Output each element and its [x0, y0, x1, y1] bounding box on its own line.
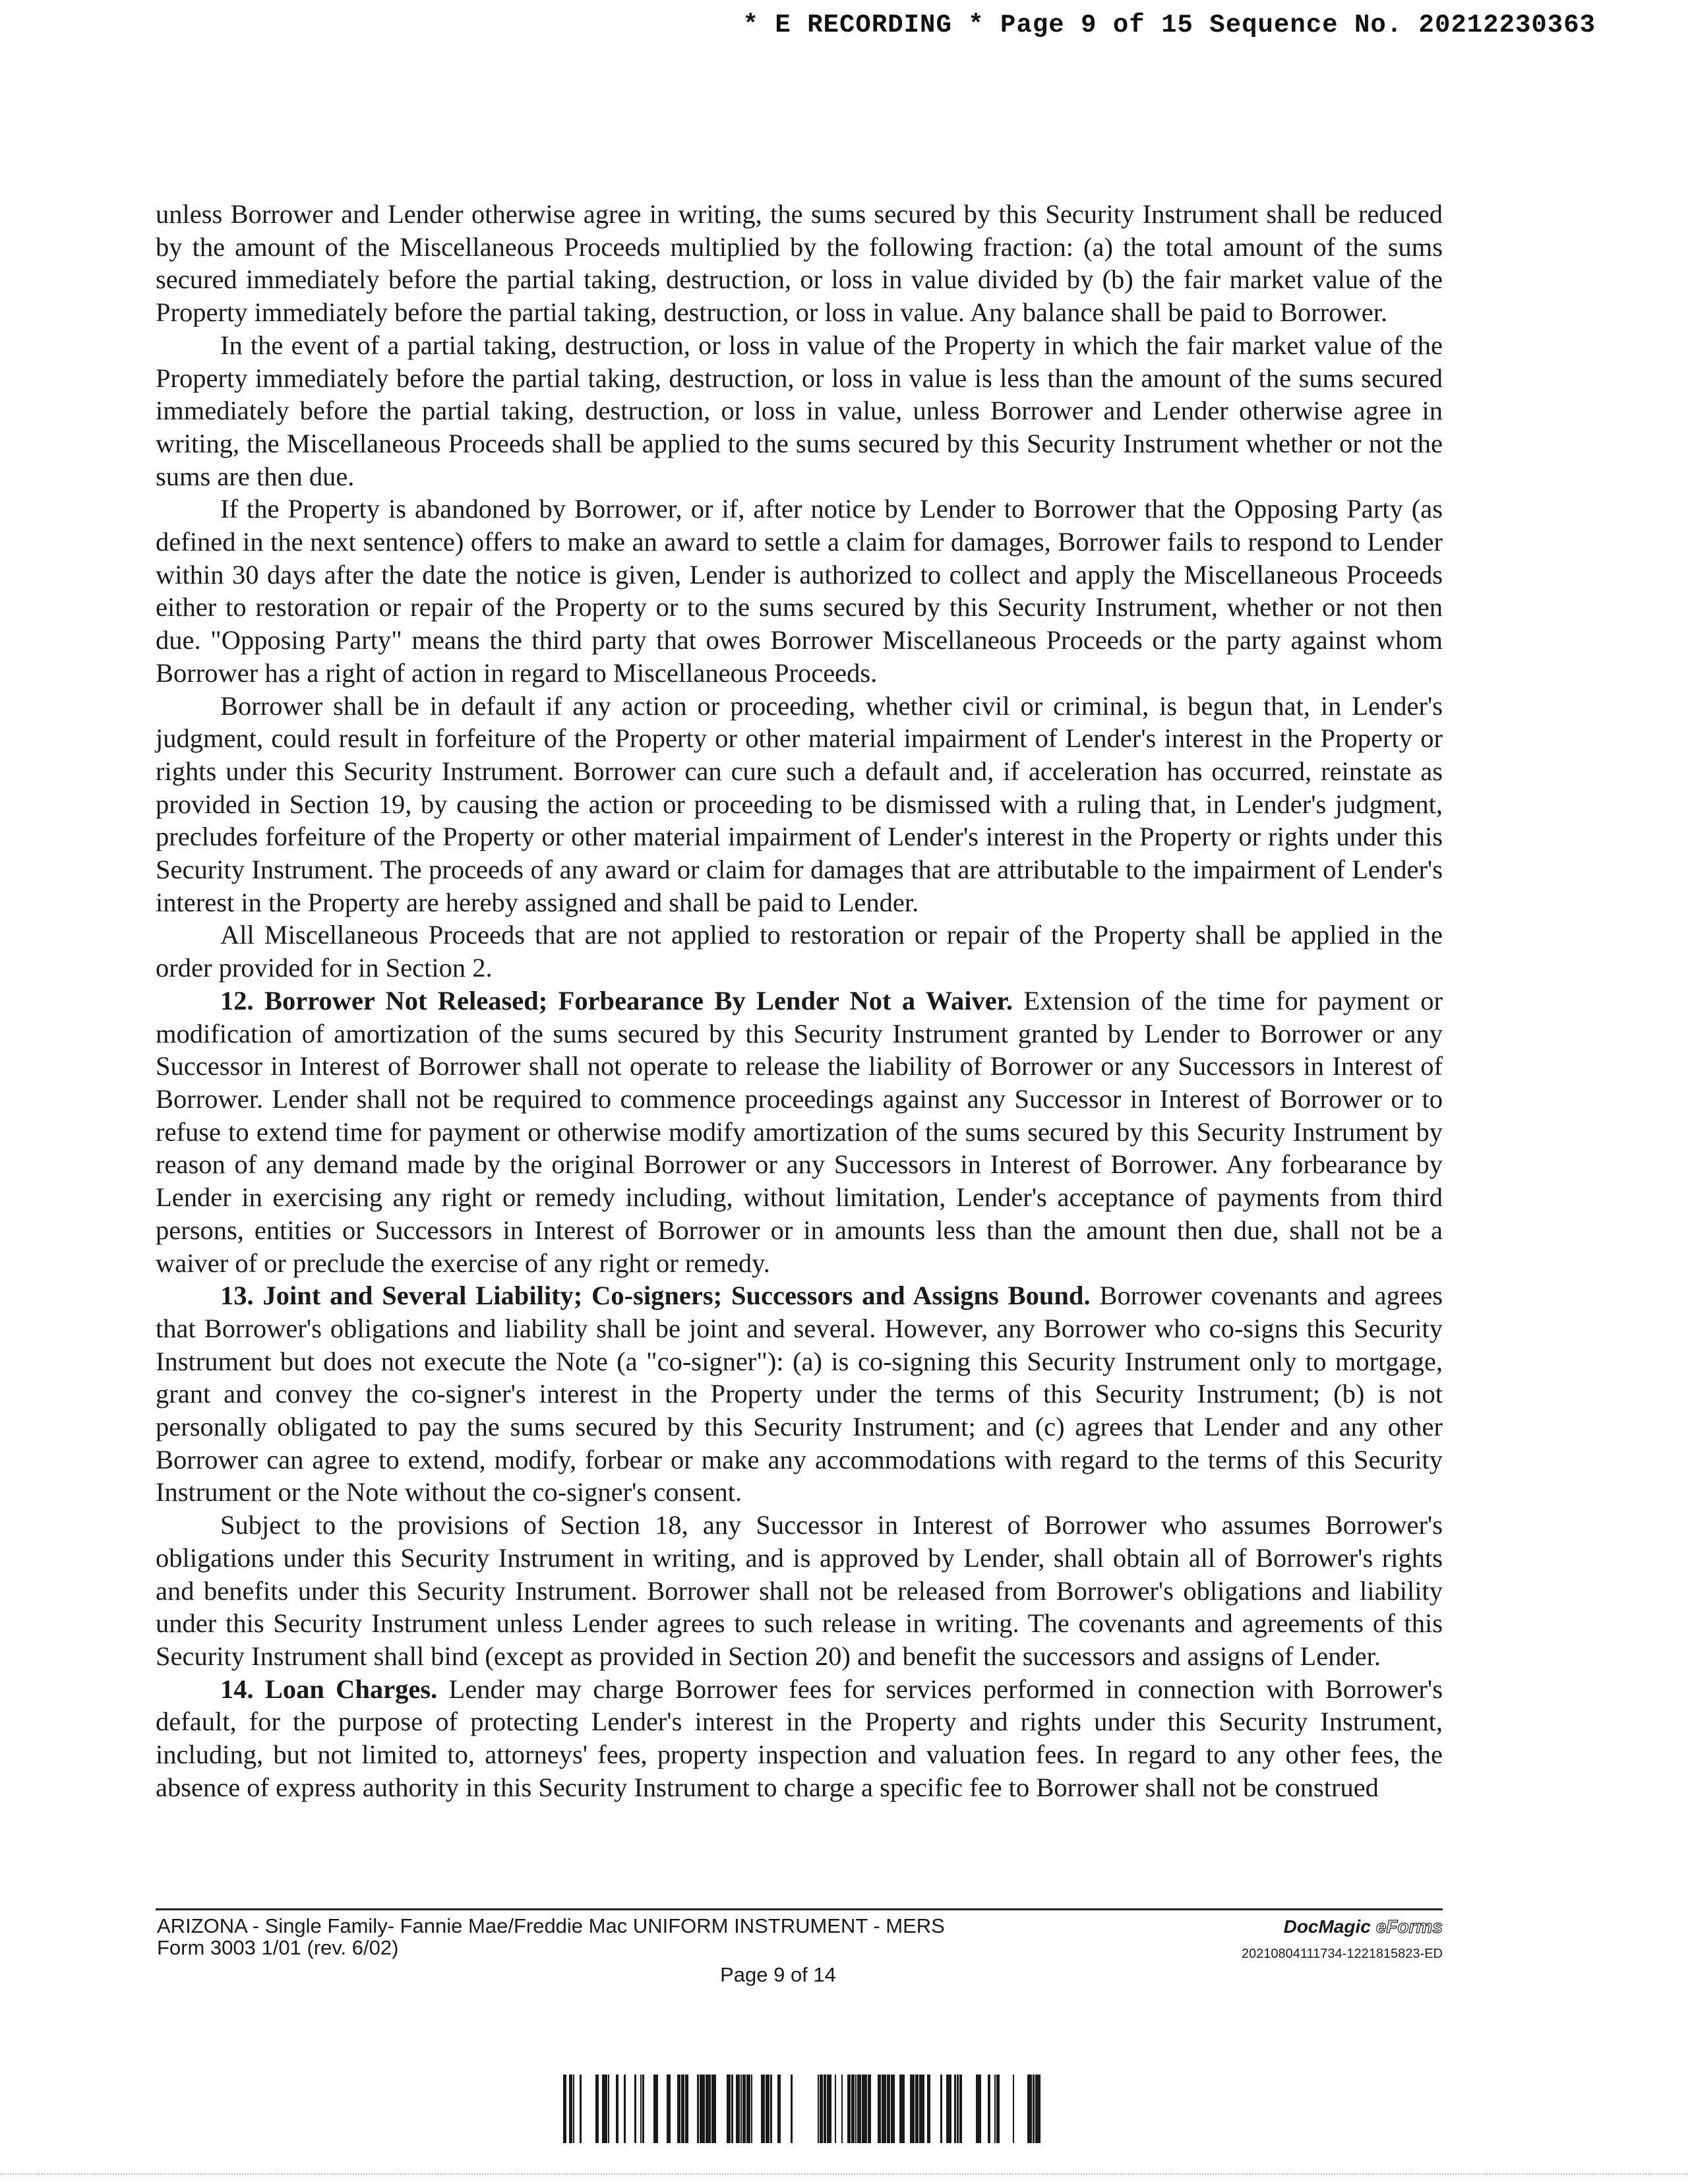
form-number: Form 3003 1/01 (rev. 6/02) [157, 1936, 399, 1959]
section-12-heading: 12. Borrower Not Released; Forbearance By Lender Not a Waiver. [220, 985, 1013, 1016]
form-title: ARIZONA - Single Family- Fannie Mae/Freddie Mac UNIFORM INSTRUMENT - MERS [157, 1914, 945, 1937]
paragraph-misc-proceeds: All Miscellaneous Proceeds that are not applied to restoration or repair of the Property shall be applied in the order provided for in Section 2. [156, 920, 1443, 983]
paragraph-continuation: unless Borrower and Lender otherwise agree in writing, the sums secured by this Security Instrument shall be reduced by the amount of the Miscellaneous Proceeds multiplied by the following fraction: (a) the total amount of the sums secured immediately before the partial taking, destruction, or loss in value divided by (b) the fair market value of the Property immediately before the partial taking, destruction, or loss in value. Any balance shall be paid to Borrower. [156, 199, 1443, 328]
scan-edge-divider [0, 2173, 1688, 2175]
footer-divider [156, 1908, 1443, 1910]
document-body [156, 198, 1443, 1804]
section-14-text: Lender may charge Borrower fees for services performed in connection with Borrower's default, for the purpose of protecting Lender's interest in the Property and rights under this Security Instrument, including, but not limited to, attorneys' fees, property inspection and valuation fees. In regard to any other fees, the absence of express authority in this Security Instrument to charge a specific fee to Borrower shall not be construed [156, 1674, 1443, 1802]
section-14 [156, 1673, 1443, 1804]
recording-header: * E RECORDING * Page 9 of 15 Sequence No. 20212230363 [742, 11, 1596, 40]
docmagic-logo [1284, 1916, 1443, 1937]
section-14-heading: 14. Loan Charges. [220, 1674, 438, 1704]
section-13-text: Borrower covenants and agrees that Borrower's obligations and liability shall be joint and several. However, any Borrower who co-signs this Security Instrument but does not execute the Note (a "co-signer"): (a) is co-signing this Security Instrument only to mortgage, grant and convey the co-signer's interest in the Property under the terms of this Security Instrument; (b) is not personally obligated to pay the sums secured by this Security Instrument; and (c) agrees that Lender and any other Borrower can agree to extend, modify, forbear or make any accommodations with regard to the terms of this Security Instrument or the Note without the co-signer's consent. [156, 1281, 1443, 1507]
barcode-icon [563, 2075, 1043, 2143]
section-13 [156, 1279, 1443, 1509]
paragraph-default: Borrower shall be in default if any action or proceeding, whether civil or criminal, is begun that, in Lender's judgment, could result in forfeiture of the Property or other material impairment of Lender's interest in the Property or rights under this Security Instrument. Borrower can cure such a default and, if acceleration has occurred, reinstate as provided in Section 19, by causing the action or proceeding to be dismissed with a ruling that, in Lender's judgment, precludes forfeiture of the Property or other material impairment of Lender's interest in the Property or rights under this Security Instrument. The proceeds of any award or claim for damages that are attributable to the impairment of Lender's interest in the Property are hereby assigned and shall be paid to Lender. [156, 690, 1443, 917]
paragraph-partial-taking: In the event of a partial taking, destruction, or loss in value of the Property in which the fair market value of the Property immediately before the partial taking, destruction, or loss in value is less than the amount of the sums secured immediately before the partial taking, destruction, or loss in value, unless Borrower and Lender otherwise agree in writing, the Miscellaneous Proceeds shall be applied to the sums secured by this Security Instrument whether or not the sums are then due. [156, 330, 1443, 491]
section-13-heading: 13. Joint and Several Liability; Co-signers; Successors and Assigns Bound. [220, 1281, 1091, 1311]
paragraph-successors: Subject to the provisions of Section 18, any Successor in Interest of Borrower who assumes Borrower's obligations under this Security Instrument in writing, and is approved by Lender, shall obtain all of Borrower's rights and benefits under this Security Instrument. Borrower shall not be released from Borrower's obligations and liability under this Security Instrument unless Lender agrees to such release in writing. The covenants and agreements of this Security Instrument shall bind (except as provided in Section 20) and benefit the successors and assigns of Lender. [156, 1510, 1443, 1671]
paragraph-abandoned-property: If the Property is abandoned by Borrower, or if, after notice by Lender to Borrower that the Opposing Party (as defined in the next sentence) offers to make an award to settle a claim for damages, Borrower fails to respond to Lender within 30 days after the date the notice is given, Lender is authorized to collect and apply the Miscellaneous Proceeds either to restoration or repair of the Property or to the sums secured by this Security Instrument, whether or not then due. "Opposing Party" means the third party that owes Borrower Miscellaneous Proceeds or the party against whom Borrower has a right of action in regard to Miscellaneous Proceeds. [156, 494, 1443, 688]
section-12 [156, 985, 1443, 1279]
footer-form-info [157, 1915, 945, 1958]
brand-suffix: eForms [1375, 1916, 1443, 1937]
document-code: 20210804111734-1221815823-ED [1241, 1947, 1443, 1961]
section-12-text: Extension of the time for payment or modification of amortization of the sums secured by this Security Instrument granted by Lender to Borrower or any Successor in Interest of Borrower shall not operate to release the liability of Borrower or any Successors in Interest of Borrower. Lender shall not be required to commence proceedings against any Successor in Interest of Borrower or to refuse to extend time for payment or otherwise modify amortization of the sums secured by this Security Instrument by reason of any demand made by the original Borrower or any Successors in Interest of Borrower. Any forbearance by Lender in exercising any right or remedy including, without limitation, Lender's acceptance of payments from third persons, entities or Successors in Interest of Borrower or in amounts less than the amount then due, shall not be a waiver of or preclude the exercise of any right or remedy. [156, 985, 1443, 1278]
page-number: Page 9 of 14 [720, 1963, 836, 1986]
brand-name: DocMagic [1283, 1916, 1371, 1937]
